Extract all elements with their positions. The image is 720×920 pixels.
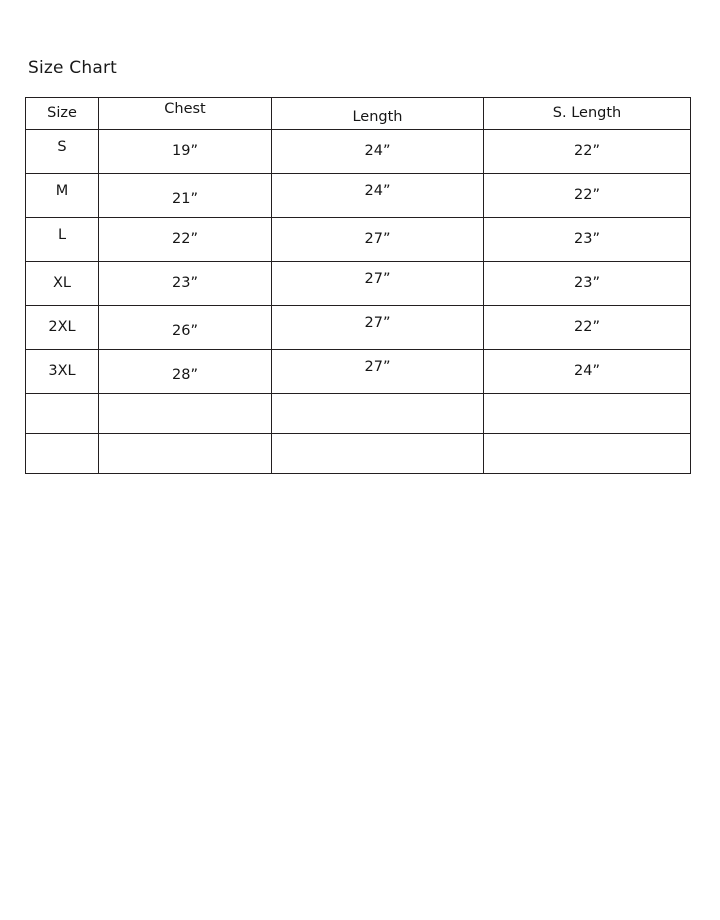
- cell-s-length-value: 23”: [574, 231, 600, 248]
- cell-s-length-value: 22”: [574, 143, 600, 160]
- cell-size-value: XL: [52, 275, 71, 292]
- cell-s-length-value: 23”: [574, 275, 600, 292]
- cell-chest: [99, 306, 272, 350]
- cell-length: [272, 394, 484, 434]
- cell-s-length: [484, 218, 691, 262]
- table-row: [26, 130, 691, 174]
- cell-s-length-value: 24”: [574, 363, 600, 380]
- cell-length: [272, 306, 484, 350]
- cell-size-value: L: [57, 227, 67, 244]
- cell-length-value: 27”: [364, 359, 391, 376]
- cell-length: [272, 218, 484, 262]
- cell-size: [26, 394, 99, 434]
- cell-length-value: 27”: [364, 315, 391, 332]
- cell-s-length: [484, 130, 691, 174]
- table-row: [26, 218, 691, 262]
- cell-size-value: S: [57, 139, 67, 156]
- cell-s-length: [484, 434, 691, 474]
- cell-s-length: [484, 262, 691, 306]
- cell-size: [26, 350, 99, 394]
- column-header-s-length: [484, 98, 691, 130]
- table-row: [26, 394, 691, 434]
- cell-chest-value: 23”: [172, 275, 198, 292]
- table-row: [26, 350, 691, 394]
- cell-length: [272, 350, 484, 394]
- cell-chest-value: 21”: [172, 191, 198, 208]
- cell-length: [272, 434, 484, 474]
- column-header-length: [272, 98, 484, 130]
- cell-size: [26, 262, 99, 306]
- table-row: [26, 262, 691, 306]
- table-row: [26, 174, 691, 218]
- cell-chest: [99, 350, 272, 394]
- cell-size-value: M: [55, 183, 69, 200]
- cell-chest: [99, 130, 272, 174]
- column-header-chest-label: Chest: [164, 101, 206, 118]
- cell-s-length: [484, 350, 691, 394]
- cell-size: [26, 218, 99, 262]
- cell-chest-value: 19”: [172, 143, 198, 160]
- cell-s-length: [484, 394, 691, 434]
- cell-size: [26, 174, 99, 218]
- cell-length-value: 27”: [364, 271, 391, 288]
- page-title: Size Chart: [28, 58, 118, 78]
- table-header: [26, 98, 691, 130]
- cell-chest: [99, 434, 272, 474]
- cell-s-length: [484, 306, 691, 350]
- cell-length-value: 24”: [364, 183, 391, 200]
- cell-length-value: 27”: [364, 231, 391, 248]
- cell-s-length: [484, 174, 691, 218]
- table-header-row: [26, 98, 691, 130]
- table-row: [26, 306, 691, 350]
- cell-length: [272, 262, 484, 306]
- cell-chest: [99, 394, 272, 434]
- column-header-size: [26, 98, 99, 130]
- cell-chest: [99, 262, 272, 306]
- cell-chest-value: 26”: [172, 323, 198, 340]
- cell-chest: [99, 174, 272, 218]
- cell-chest-value: 28”: [172, 367, 198, 384]
- cell-s-length-value: 22”: [574, 319, 600, 336]
- column-header-size-label: Size: [47, 105, 77, 122]
- cell-chest-value: 22”: [172, 231, 198, 248]
- cell-length-value: 24”: [364, 143, 391, 160]
- cell-size: [26, 130, 99, 174]
- table-body: [26, 130, 691, 474]
- cell-length: [272, 130, 484, 174]
- size-chart-table: [25, 97, 691, 474]
- table-row: [26, 434, 691, 474]
- cell-size-value: 3XL: [48, 363, 76, 380]
- column-header-s-length-label: S. Length: [552, 105, 622, 122]
- cell-size-value: 2XL: [48, 319, 76, 336]
- column-header-chest: [99, 98, 272, 130]
- cell-length: [272, 174, 484, 218]
- cell-s-length-value: 22”: [574, 187, 600, 204]
- cell-size: [26, 306, 99, 350]
- cell-chest: [99, 218, 272, 262]
- cell-size: [26, 434, 99, 474]
- column-header-length-label: Length: [352, 109, 403, 126]
